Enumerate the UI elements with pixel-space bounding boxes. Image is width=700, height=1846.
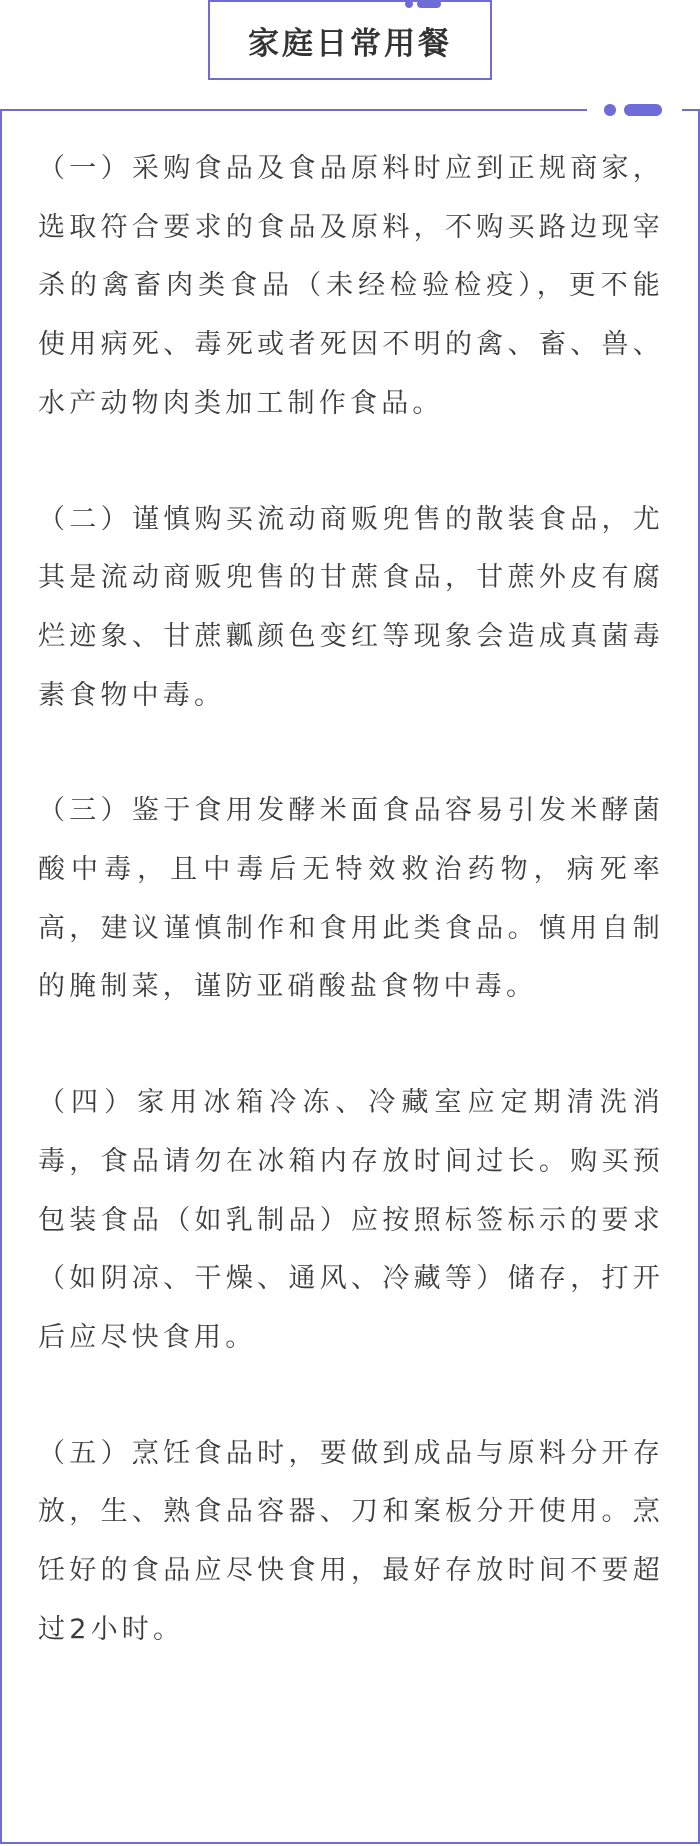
frame-bottom-border: [0, 1842, 700, 1844]
paragraph-2: （二）谨慎购买流动商贩兜售的散装食品，尤其是流动商贩兜售的甘蔗食品，甘蔗外皮有腐烂迹象、甘蔗瓤颜色变红等现象会造成真菌毒素食物中毒。: [38, 503, 664, 711]
decorative-dots: [604, 104, 674, 116]
frame-top-border-left: [0, 109, 587, 111]
paragraph-5: （五）烹饪食品时，要做到成品与原料分开存放，生、熟食品容器、刀和案板分开使用。烹饪好的食品应尽快食用，最好存放时间不要超过2小时。: [38, 1437, 664, 1645]
page-title: 家庭日常用餐: [248, 25, 452, 62]
title-decoration: [405, 0, 441, 8]
decor-pill: [624, 104, 662, 116]
paragraph-1: （一）采购食品及食品原料时应到正规商家，选取符合要求的食品及原料，不购买路边现宰杀的禽畜肉类食品（未经检验检疫），更不能使用病死、毒死或者死因不明的禽、畜、兽、水产动物肉类加工制作食品。: [38, 153, 664, 419]
paragraph-4: （四）家用冰箱冷冻、冷藏室应定期清洗消毒，食品请勿在冰箱内存放时间过长。购买预包装食品（如乳制品）应按照标签标示的要求（如阴凉、干燥、通风、冷藏等）储存，打开后应尽快食用。: [38, 1087, 664, 1353]
title-box: [208, 0, 492, 80]
frame-left-border: [0, 109, 2, 1844]
decor-dot: [604, 104, 616, 116]
paragraph-3: （三）鉴于食用发酵米面食品容易引发米酵菌酸中毒，且中毒后无特效救治药物，病死率高，建议谨慎制作和食用此类食品。慎用自制的腌制菜，谨防亚硝酸盐食物中毒。: [38, 795, 664, 1003]
article-body: [38, 140, 664, 1716]
